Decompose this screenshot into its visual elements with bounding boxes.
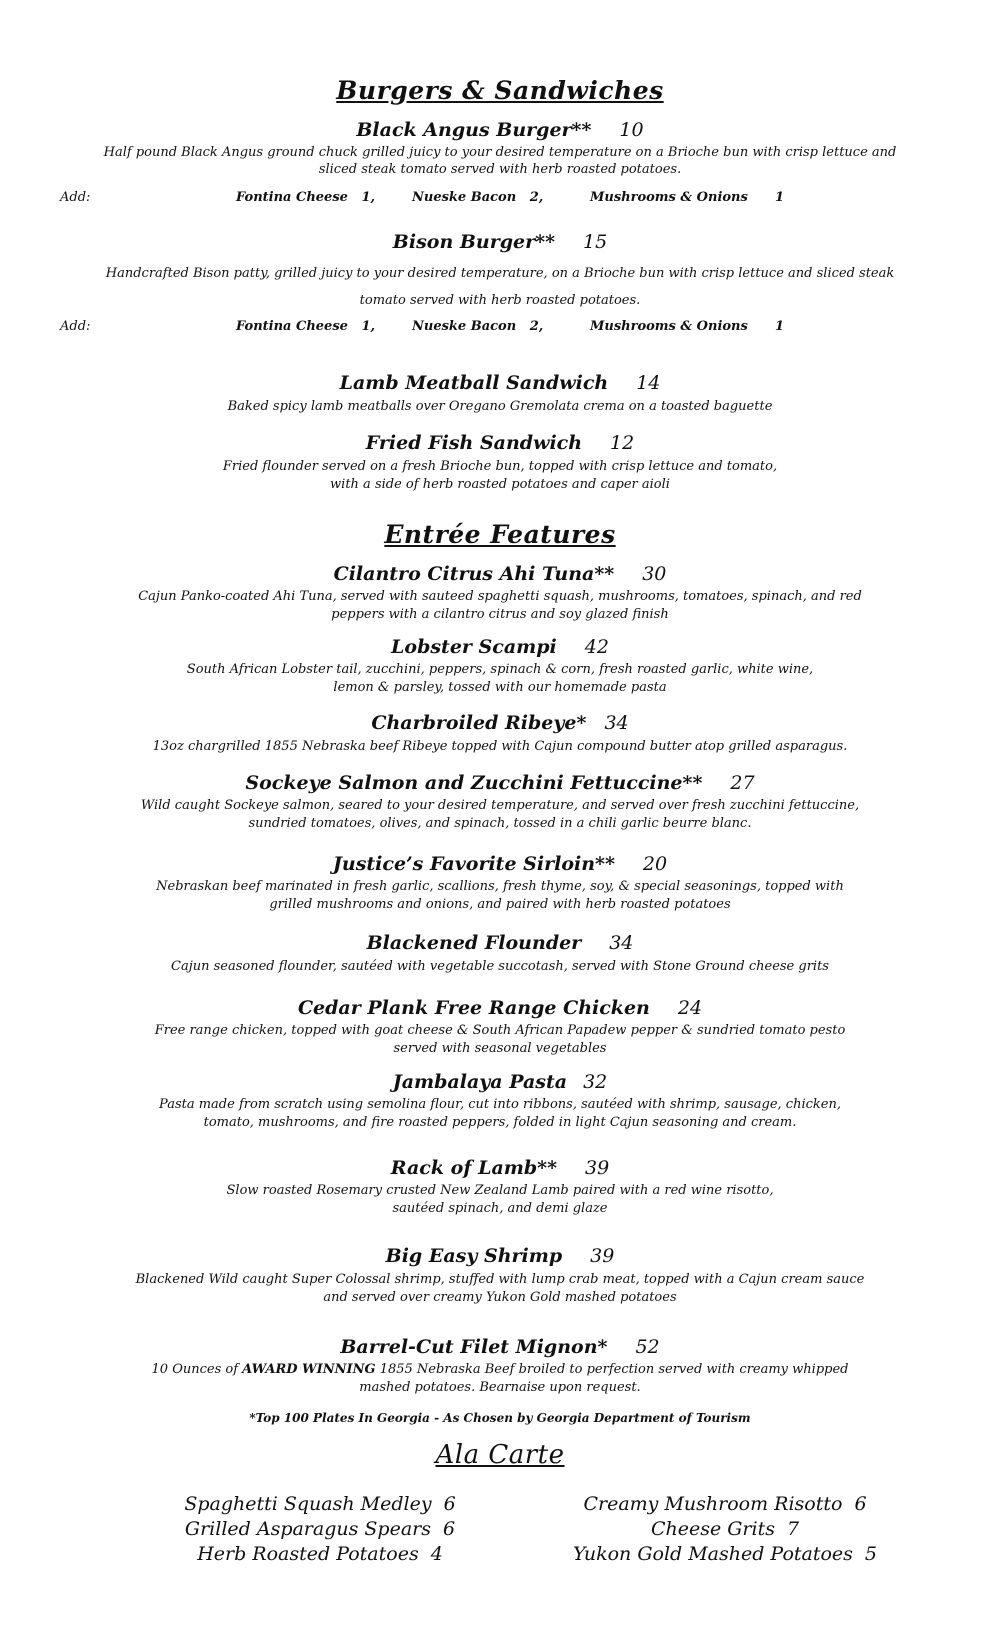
item-title [0,231,1000,253]
award-winning-text: AWARD WINNING [242,1362,376,1377]
item-title [0,712,1000,734]
item-name: Lamb Meatball Sandwich [339,372,609,394]
item-name: Fried Fish Sandwich [365,432,583,454]
addon-option: Nueske Bacon 2, [412,319,544,334]
alacarte-item: Herb Roasted Potatoes 4 [197,1543,443,1565]
item-price: 52 [635,1336,660,1358]
item-price: 30 [642,563,667,585]
item-description: Nebraskan beef marinated in fresh garlic, scallions, fresh thyme, soy, & special seasonings, topped with [156,879,844,894]
item-price: 39 [590,1245,615,1267]
item-title [0,636,1000,658]
item-title [0,997,1000,1019]
item-name: Lobster Scampi [391,636,557,658]
item-name: Justice’s Favorite Sirloin** [332,853,615,875]
item-description: Baked spicy lamb meatballs over Oregano Gremolata crema on a toasted baguette [227,399,773,414]
item-description: served with seasonal vegetables [393,1041,607,1056]
item-title [0,1336,1000,1358]
item-title [0,1157,1000,1179]
item-price: 34 [609,932,634,954]
addons-label: Add: [60,190,91,205]
addon-option: Mushrooms & Onions 1 [590,319,785,334]
item-description: Half pound Black Angus ground chuck grilled juicy to your desired temperature on a Brioche bun with crisp lettuce and [103,145,897,160]
item-price: 12 [610,432,635,454]
alacarte-item: Grilled Asparagus Spears 6 [184,1518,456,1540]
item-title [0,772,1000,794]
addons-row [0,319,1000,339]
alacarte-left-column [130,1492,510,1567]
item-price: 20 [642,853,668,875]
item-name: Barrel-Cut Filet Mignon* [340,1336,608,1358]
item-price: 10 [619,119,644,141]
item-price: 24 [677,997,703,1019]
item-title [0,563,1000,585]
item-description: 10 Ounces of AWARD WINNING 1855 Nebraska Beef broiled to perfection served with creamy whipped [151,1362,849,1377]
item-description: lemon & parsley, tossed with our homemade pasta [333,680,667,695]
section-title-entrees: Entrée Features [384,520,616,549]
item-title [0,1071,1000,1093]
item-name: Cilantro Citrus Ahi Tuna** [333,563,615,585]
section-title-alacarte: Ala Carte [435,1440,565,1470]
item-description: grilled mushrooms and onions, and paired with herb roasted potatoes [269,897,731,912]
item-description: Blackened Wild caught Super Colossal shrimp, stuffed with lump crab meat, topped with a Cajun cream sauce [135,1272,865,1287]
addon-option: Fontina Cheese 1, [236,319,376,334]
alacarte-item: Creamy Mushroom Risotto 6 [583,1493,867,1515]
alacarte-item: Yukon Gold Mashed Potatoes 5 [572,1543,878,1565]
item-description: 13oz chargrilled 1855 Nebraska beef Ribeye topped with Cajun compound butter atop grilled asparagus. [152,739,848,754]
addon-option: Mushrooms & Onions 1 [590,190,785,205]
item-price: 34 [604,712,629,734]
item-name: Jambalaya Pasta [392,1071,568,1093]
item-description: Pasta made from scratch using semolina flour, cut into ribbons, sautéed with shrimp, sausage, chicken, [159,1097,841,1112]
item-title [0,372,1000,394]
item-description: Fried flounder served on a fresh Brioche bun, topped with crisp lettuce and tomato, [222,459,778,474]
item-name: Sockeye Salmon and Zucchini Fettuccine** [245,772,703,794]
item-name: Rack of Lamb** [390,1157,558,1179]
item-description: Cajun Panko-coated Ahi Tuna, served with sauteed spaghetti squash, mushrooms, tomatoes, spinach, and red [138,589,862,604]
item-title [0,932,1000,954]
item-price: 32 [583,1071,608,1093]
item-description: tomato served with herb roasted potatoes. [359,293,641,308]
item-description: tomato, mushrooms, and fire roasted peppers, folded in light Cajun seasoning and cream. [203,1115,797,1130]
item-name: Bison Burger** [392,231,556,253]
item-name: Black Angus Burger** [356,119,592,141]
footnote: *Top 100 Plates In Georgia - As Chosen by Georgia Department of Tourism [249,1411,751,1425]
item-price: 39 [585,1157,610,1179]
item-price: 15 [583,231,608,253]
item-price: 14 [636,372,661,394]
item-description: Free range chicken, topped with goat cheese & South African Papadew pepper & sundried tomato pesto [154,1023,846,1038]
section-title-burgers: Burgers & Sandwiches [336,76,664,105]
item-description: Wild caught Sockeye salmon, seared to your desired temperature, and served over fresh zucchini fettuccine, [140,798,860,813]
item-price: 27 [730,772,755,794]
item-description: sundried tomatoes, olives, and spinach, tossed in a chili garlic beurre blanc. [248,816,752,831]
item-description: with a side of herb roasted potatoes and caper aioli [330,477,670,492]
alacarte-right-column [530,1492,920,1567]
item-description: and served over creamy Yukon Gold mashed potatoes [323,1290,677,1305]
item-title [0,853,1000,875]
addon-option: Fontina Cheese 1, [236,190,376,205]
item-description: sliced steak tomato served with herb roasted potatoes. [318,162,682,177]
item-name: Big Easy Shrimp [385,1245,563,1267]
item-name: Cedar Plank Free Range Chicken [297,997,650,1019]
alacarte-item: Cheese Grits 7 [650,1518,800,1540]
item-name: Charbroiled Ribeye* [371,712,587,734]
alacarte-item: Spaghetti Squash Medley 6 [184,1493,456,1515]
item-title [0,1245,1000,1267]
addons-row [0,190,1000,210]
item-title [0,119,1000,141]
item-price: 42 [584,636,609,658]
item-description: Handcrafted Bison patty, grilled juicy to your desired temperature, on a Brioche bun with crisp lettuce and sliced steak [105,266,895,281]
item-description: peppers with a cilantro citrus and soy glazed finish [331,607,669,622]
item-description: mashed potatoes. Bearnaise upon request. [359,1380,641,1395]
item-description: South African Lobster tail, zucchini, peppers, spinach & corn, fresh roasted garlic, white wine, [186,662,814,677]
addons-label: Add: [60,319,91,334]
addon-option: Nueske Bacon 2, [412,190,544,205]
item-description: Cajun seasoned flounder, sautéed with vegetable succotash, served with Stone Ground cheese grits [171,959,829,974]
item-description: sautéed spinach, and demi glaze [392,1201,608,1216]
item-title [0,432,1000,454]
item-name: Blackened Flounder [366,932,582,954]
item-description: Slow roasted Rosemary crusted New Zealand Lamb paired with a red wine risotto, [226,1183,774,1198]
